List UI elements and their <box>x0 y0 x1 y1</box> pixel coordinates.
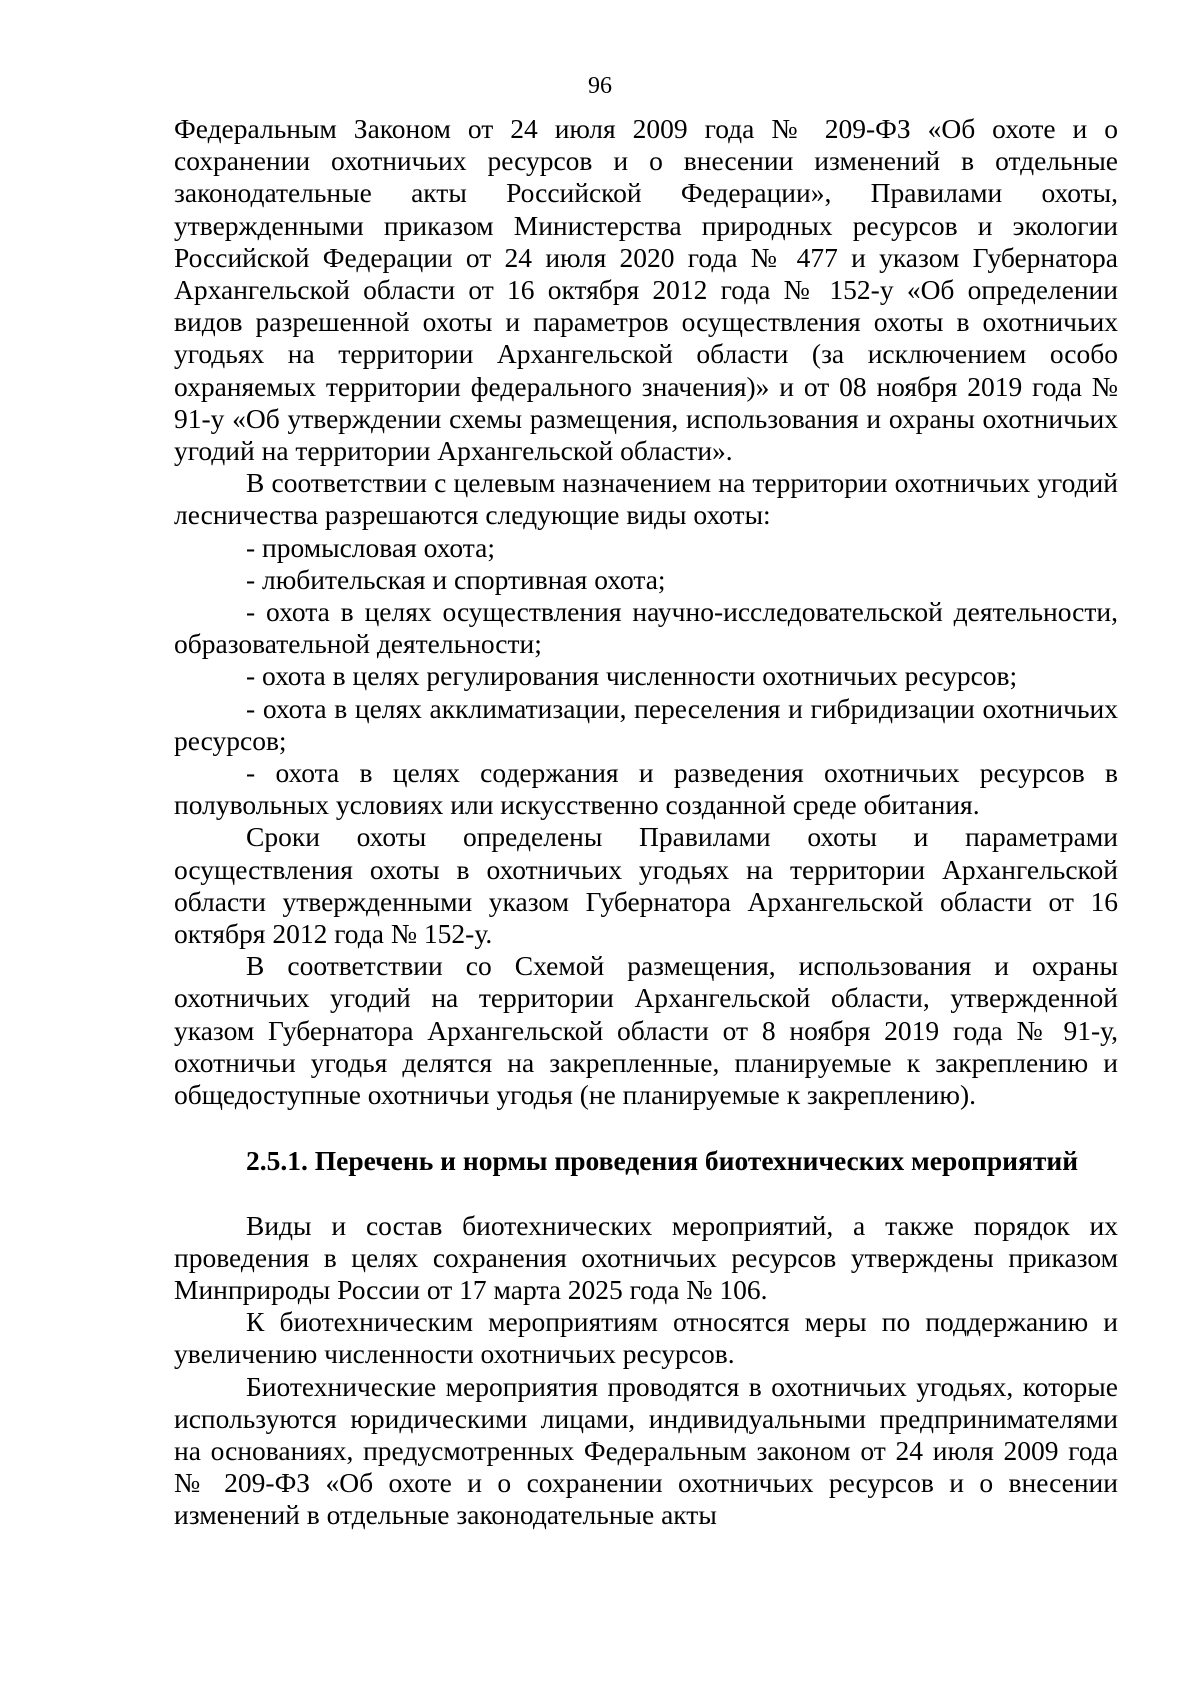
list-item-hunting-type: - любительская и спортивная охота; <box>246 563 666 595</box>
list-item-hunting-type: - промысловая охота; <box>246 531 495 563</box>
paragraph-biotech-order: Виды и состав биотехнических мероприятий, а также порядок их проведения в целях сохранения охотничьих ресурсов утверждены приказом Минприроды России от 17 марта 2025 года № 106. <box>174 1209 1118 1305</box>
paragraph-biotech-definition: К биотехническим мероприятиям относятся меры по поддержанию и увеличению численности охотничьих ресурсов. <box>174 1306 1118 1370</box>
paragraph-legal-basis: Федеральным Законом от 24 июля 2009 года № 209-ФЗ «Об охоте и о сохранении охотничьих ресурсов и о внесении изменений в отдельные законодательные акты Российской Федерации», Правилами охоты, утвержденными приказом Министерства природных ресурсов и экологии Российской Федерации от 24 июля 2020 года № 477 и указом Губернатора Архангельской области от 16 октября 2012 года № 152-у «Об определении видов разрешенной охоты и параметров осуществления охоты в охотничьих угодьях на территории Архангельской области (за исключением особо охраняемых территории федерального значения)» и от 08 ноября 2019 года № 91-у «Об утверждении схемы размещения, использования и охраны охотничьих угодий на территории Архангельской области». <box>174 113 1118 467</box>
paragraph-biotech-conduct: Биотехнические мероприятия проводятся в охотничьих угодьях, которые используются юридическими лицами, индивидуальными предпринимателями на основаниях, предусмотренных Федеральным законом от 24 июля 2009 года № 209-ФЗ «Об охоте и о сохранении охотничьих ресурсов и о внесении изменений в отдельные законодательные акты <box>174 1370 1118 1531</box>
list-item-hunting-type: - охота в целях акклиматизации, переселения и гибридизации охотничьих ресурсов; <box>174 692 1118 756</box>
list-item-hunting-type: - охота в целях осуществления научно-исследовательской деятельности, образовательной деятельности; <box>174 596 1118 660</box>
paragraph-hunting-types-intro: В соответствии с целевым назначением на территории охотничьих угодий лесничества разрешаются следующие виды охоты: <box>174 467 1118 531</box>
section-heading: 2.5.1. Перечень и нормы проведения биотехнических мероприятий <box>246 1145 1079 1177</box>
paragraph-hunting-grounds-scheme: В соответствии со Схемой размещения, использования и охраны охотничьих угодий на территории Архангельской области, утвержденной указом Губернатора Архангельской области от 8 ноября 2019 года № 91-у, охотничьи угодья делятся на закрепленные, планируемые к закреплению и общедоступные охотничьи угодья (не планируемые к закреплению). <box>174 950 1118 1111</box>
list-item-hunting-type: - охота в целях содержания и разведения охотничьих ресурсов в полувольных условиях или искусственно созданной среде обитания. <box>174 757 1118 821</box>
document-body <box>174 113 1118 1532</box>
page-number: 96 <box>588 73 612 99</box>
paragraph-hunting-periods: Сроки охоты определены Правилами охоты и параметрами осуществления охоты в охотничьих угодьях на территории Архангельской области утвержденными указом Губернатора Архангельской области от 16 октября 2012 года № 152-у. <box>174 821 1118 950</box>
list-item-hunting-type: - охота в целях регулирования численности охотничьих ресурсов; <box>246 660 1018 692</box>
